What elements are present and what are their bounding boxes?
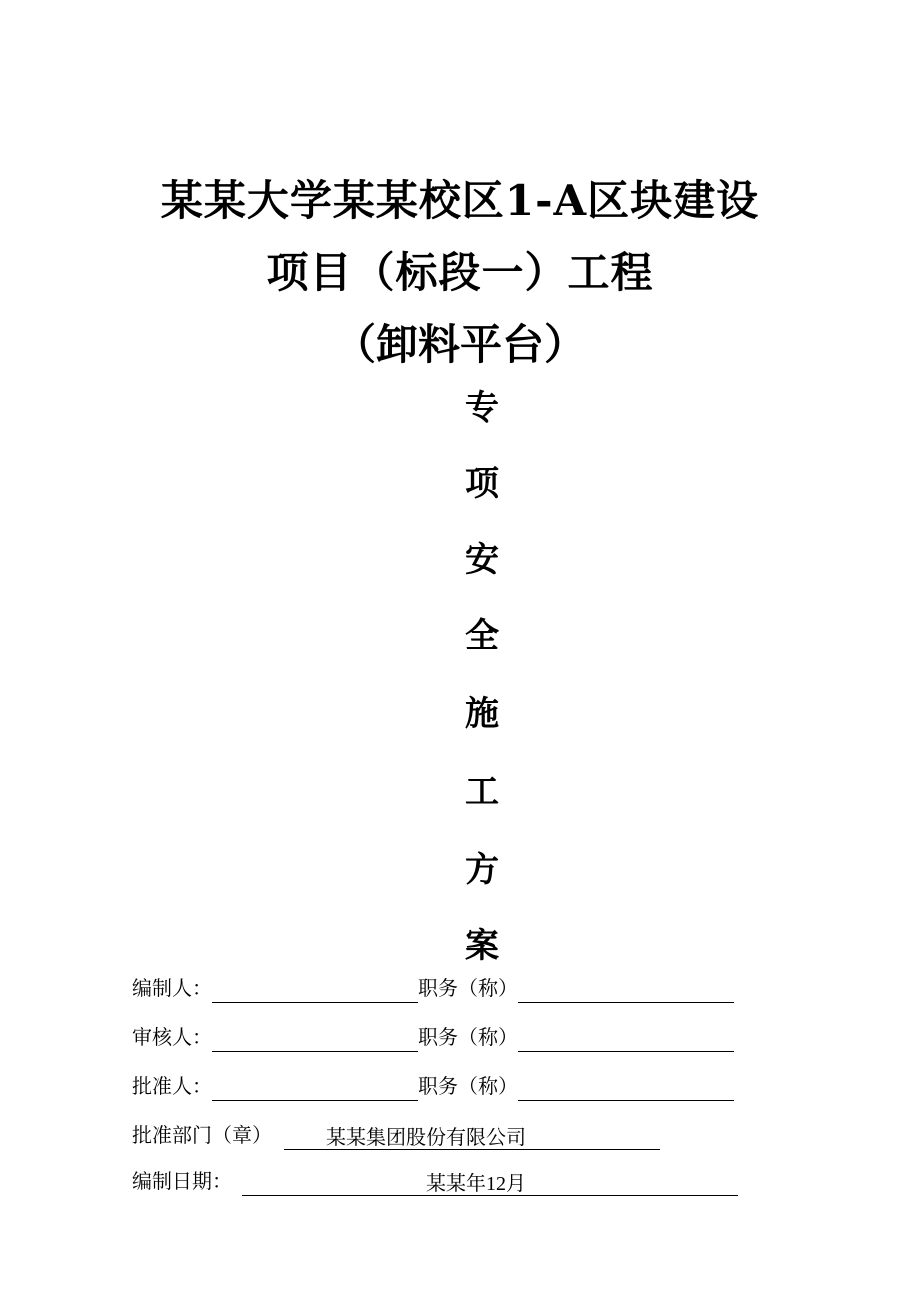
vertical-title-char: 方 — [465, 850, 499, 890]
signature-row-approver — [132, 1071, 734, 1101]
signature-row-compiler — [132, 973, 734, 1003]
approval-department-value: 某某集团股份有限公司 — [284, 1126, 660, 1150]
compile-date-value: 某某年12月 — [242, 1172, 738, 1196]
vertical-title-char: 工 — [465, 772, 499, 812]
reviewer-role-label: 职务（称） — [418, 1025, 518, 1049]
approval-department-label: 批准部门（章） — [132, 1123, 272, 1147]
vertical-title-char: 施 — [465, 694, 499, 734]
signature-row-reviewer — [132, 1022, 734, 1052]
vertical-title-char: 安 — [465, 540, 499, 580]
vertical-title-char: 全 — [465, 616, 499, 656]
document-title-line-2: 项目（标段一）工程 — [266, 248, 654, 297]
compiler-role-label: 职务（称） — [418, 976, 518, 1000]
vertical-title-char: 案 — [465, 926, 499, 966]
approval-department-row — [132, 1120, 660, 1150]
approver-role-line[interactable] — [518, 1076, 734, 1101]
document-title-line-1: 某某大学某某校区1-A区块建设 — [160, 176, 760, 225]
reviewer-label: 审核人： — [132, 1025, 212, 1049]
reviewer-role-line[interactable] — [518, 1027, 734, 1052]
vertical-title-char: 专 — [465, 388, 499, 428]
reviewer-name-line[interactable] — [212, 1027, 418, 1052]
compiler-role-line[interactable] — [518, 978, 734, 1003]
approver-label: 批准人： — [132, 1074, 212, 1098]
approver-name-line[interactable] — [212, 1076, 418, 1101]
compile-date-row — [132, 1166, 738, 1196]
vertical-title-char: 项 — [465, 464, 499, 504]
compile-date-label: 编制日期： — [132, 1169, 232, 1193]
document-subtitle: （卸料平台） — [333, 320, 586, 369]
approver-role-label: 职务（称） — [418, 1074, 518, 1098]
compiler-label: 编制人： — [132, 976, 212, 1000]
compiler-name-line[interactable] — [212, 978, 418, 1003]
